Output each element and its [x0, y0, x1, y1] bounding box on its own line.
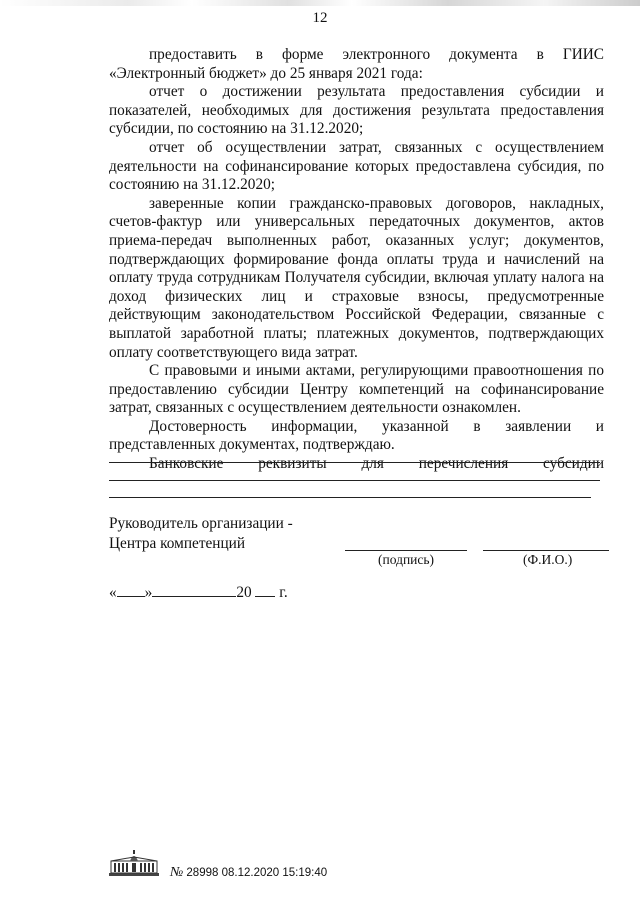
year-suffix: г.: [279, 584, 288, 601]
government-building-logo-icon: [108, 849, 160, 877]
document-registration-number: [170, 865, 327, 881]
number-sign: №: [170, 865, 184, 880]
date-line: [109, 582, 288, 602]
bank-details-line-2: [109, 480, 600, 481]
doc-timestamp: 08.12.2020 15:19:40: [221, 867, 328, 879]
paragraph-result-report: отчет о достижении результата предоставления субсидии и показателей, необходимых для достижения результата предоставления субсидии, по состоянию на 31.12.2020;: [109, 83, 604, 138]
paragraph-bank-details: Банковские реквизиты для перечисления субсидии: [149, 455, 604, 473]
paragraph-legal-acts: С правовыми и иными актами, регулирующими правоотношения по предоставлению субсидии Центру компетенций на софинансирование затрат, связанных с осуществлением деятельности ознакомлен.: [109, 362, 604, 417]
signatory-block: [109, 514, 293, 554]
signatory-title-line-1: Руководитель организации -: [109, 515, 293, 532]
signatory-title-line-2: Центра компетенций: [109, 535, 246, 552]
scan-edge-artifact: [0, 0, 640, 6]
year-blank: [255, 582, 275, 597]
paragraph-submit: предоставить в форме электронного документа в ГИИС «Электронный бюджет» до 25 января 2021 года:: [109, 46, 604, 82]
year-prefix: 20: [236, 584, 252, 601]
name-line: [483, 550, 609, 551]
day-blank: [117, 582, 145, 597]
body-text: [109, 46, 604, 474]
bank-details-line-3: [109, 497, 591, 498]
date-open-quote: «: [109, 584, 117, 601]
paragraph-cost-report: отчет об осуществлении затрат, связанных с осуществлением деятельности на софинансирование которых предоставлена субсидия, по состоянию на 31.12.2020;: [109, 138, 604, 194]
doc-id: 28998: [186, 867, 219, 879]
bank-details-line-1: [109, 462, 600, 463]
signature-line: [345, 550, 467, 551]
date-close-quote: »: [144, 584, 153, 601]
paragraph-certified-copies: заверенные копии гражданско-правовых договоров, накладных, счетов-фактур или универсальных передаточных документов, актов приема-передач выполненных работ, оказанных услуг; документов, подтверждающих формирование фонда оплаты труда и начислений на оплату труда сотрудникам Получателя субсидии, включая уплату налога на доход физических лиц и страховые взносы, предусмотренные действующим законодательством Российской Федерации, связанные с выплатой заработной платы; платежных документов, подтверждающих оплату соответствующего вида затрат.: [109, 194, 604, 361]
page-number: 12: [312, 10, 328, 26]
paragraph-reliability: Достоверность информации, указанной в заявлении и представленных документах, подтверждаю.: [109, 417, 604, 454]
month-blank: [152, 582, 236, 597]
name-caption: (Ф.И.О.): [523, 552, 573, 567]
signature-caption: (подпись): [378, 552, 435, 567]
